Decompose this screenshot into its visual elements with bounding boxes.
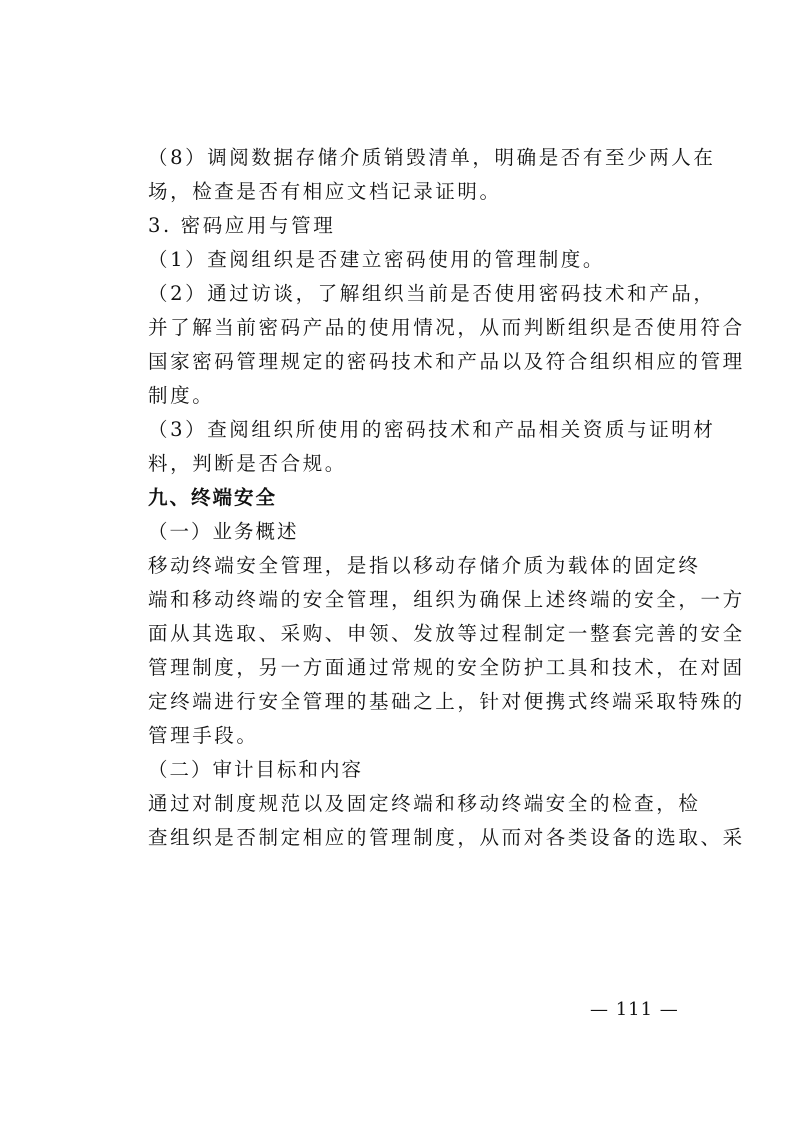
text-line: （2）通过访谈，了解组织当前是否使用密码技术和产品， <box>148 282 716 305</box>
paragraph-item-2 <box>108 277 745 413</box>
text-line: （一）业务概述 <box>148 520 299 543</box>
text-line: （3）查阅组织所使用的密码技术和产品相关资质与证明材 <box>148 418 716 441</box>
text-line: 通过对制度规范以及固定终端和移动终端安全的检查，检 <box>148 792 701 815</box>
text-line: 管理制度，另一方面通过常规的安全防护工具和技术，在对固 <box>148 656 745 679</box>
text-line: 端和移动终端的安全管理，组织为确保上述终端的安全，一方 <box>148 588 745 611</box>
text-line: 场，检查是否有相应文档记录证明。 <box>148 180 502 203</box>
text-line: 定终端进行安全管理的基础之上，针对便携式终端采取特殊的 <box>148 690 745 713</box>
text-line: 九、终端安全 <box>148 486 278 509</box>
paragraph-overview <box>108 549 745 753</box>
text-line: 面从其选取、采购、申领、发放等过程制定一整套完善的安全 <box>148 622 745 645</box>
text-line: 国家密码管理规定的密码技术和产品以及符合组织相应的管理 <box>148 350 745 373</box>
text-line: （二）审计目标和内容 <box>148 758 364 781</box>
paragraph-audit-content <box>108 787 745 855</box>
text-line: 移动终端安全管理，是指以移动存储介质为载体的固定终 <box>148 554 701 577</box>
subheading-business-overview <box>108 515 690 549</box>
section-title-crypto <box>108 209 690 243</box>
text-line: 制度。 <box>148 384 215 407</box>
paragraph-item-3 <box>108 413 716 481</box>
chapter-heading-terminal-security <box>108 481 690 515</box>
body-text <box>108 141 745 855</box>
text-line: 料，判断是否合规。 <box>148 452 347 475</box>
paragraph-item-1 <box>108 243 690 277</box>
text-line: 管理手段。 <box>148 724 259 747</box>
text-line: 3. 密码应用与管理 <box>148 214 336 237</box>
subheading-audit-objectives <box>108 753 690 787</box>
text-line: 并了解当前密码产品的使用情况，从而判断组织是否使用符合 <box>148 316 745 339</box>
page-number: — 111 — <box>590 999 679 1020</box>
text-line: （1）查阅组织是否建立密码使用的管理制度。 <box>148 248 606 271</box>
text-line: 查组织是否制定相应的管理制度，从而对各类设备的选取、采 <box>148 826 745 849</box>
text-line: （8）调阅数据存储介质销毁清单，明确是否有至少两人在 <box>148 146 716 169</box>
paragraph-item-8 <box>108 141 716 209</box>
